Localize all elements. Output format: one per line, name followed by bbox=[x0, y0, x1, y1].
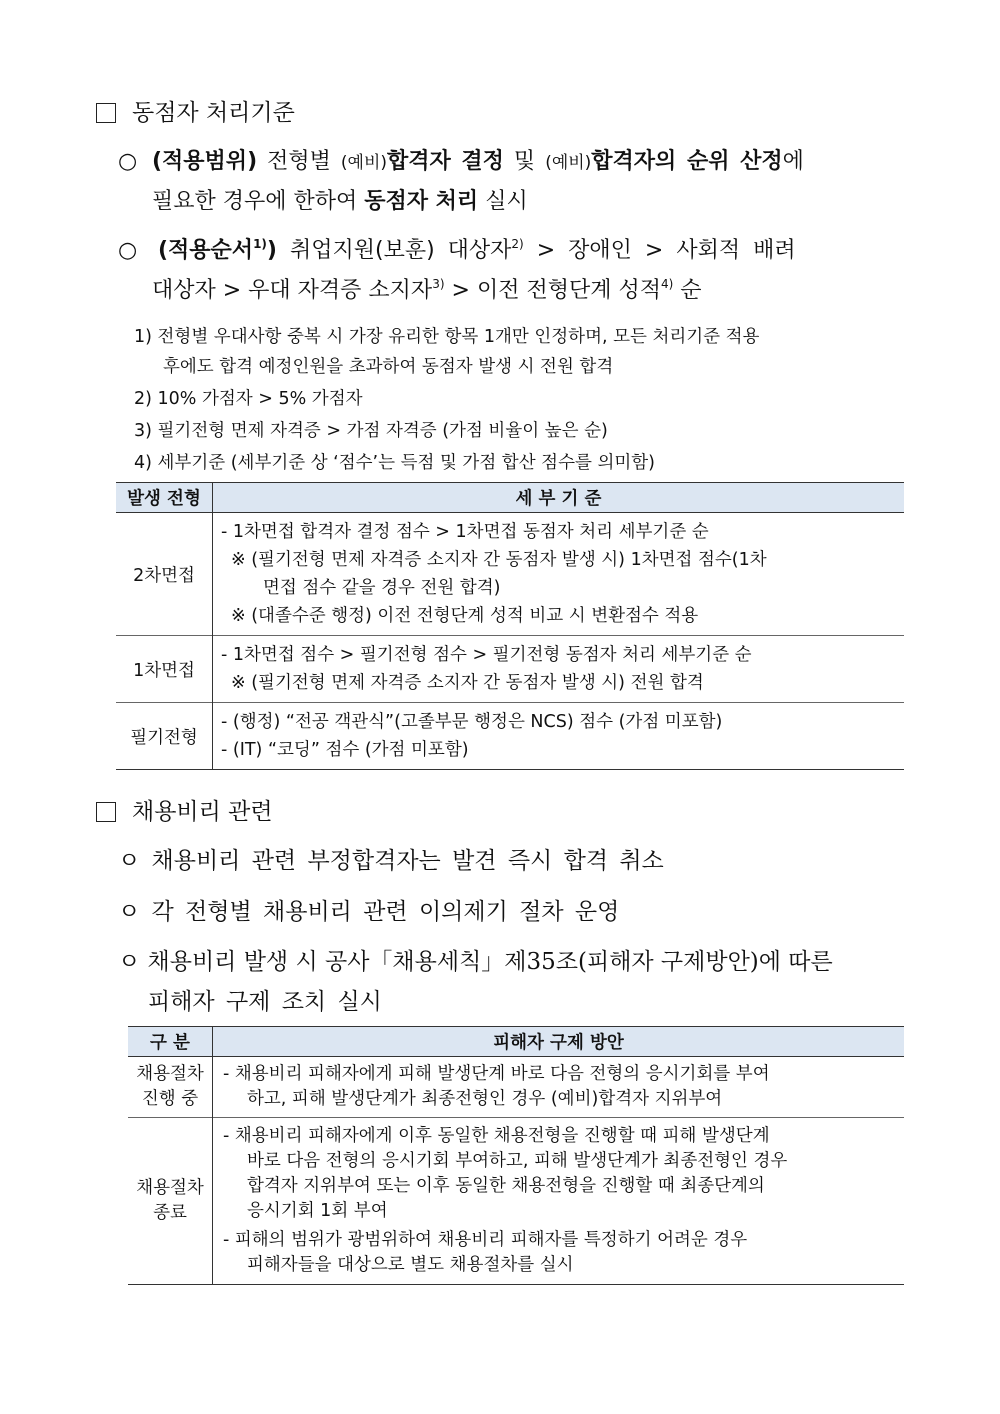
table-row bbox=[116, 703, 904, 770]
bullet-circle-icon: ○ bbox=[118, 149, 138, 174]
scope-line-2: 필요한 경우에 한하여 동점자 처리 실시 bbox=[152, 189, 528, 214]
table-row bbox=[128, 1057, 904, 1118]
category-cell: 채용절차 종료 bbox=[128, 1118, 213, 1285]
table-header-category: 구 분 bbox=[128, 1027, 213, 1057]
footnote-1: 1) 전형별 우대사항 중복 시 가장 유리한 항목 1개만 인정하며, 모든 처리기준 적용 bbox=[134, 327, 760, 347]
category-cell: 채용절차 진행 중 bbox=[128, 1057, 213, 1118]
scope-label: (적용범위) bbox=[152, 149, 258, 174]
stage-cell: 1차면접 bbox=[116, 636, 213, 703]
victim-relief-table bbox=[128, 1026, 904, 1285]
stage-cell: 필기전형 bbox=[116, 703, 213, 770]
fraud-bullet-1: ㅇ 채용비리 관련 부정합격자는 발견 즉시 합격 취소 bbox=[118, 848, 664, 874]
table-row bbox=[128, 1118, 904, 1285]
fraud-bullet-3: ㅇ 채용비리 발생 시 공사「채용세칙」제35조(피해자 구제방안)에 따른 bbox=[118, 949, 833, 975]
tie-rules-table bbox=[116, 482, 904, 770]
table-header-stage: 발생 전형 bbox=[116, 483, 213, 513]
square-bullet-icon bbox=[96, 103, 116, 123]
table-header-criteria: 세 부 기 준 bbox=[213, 483, 905, 513]
section-heading-hiring-fraud bbox=[96, 797, 273, 827]
footnote-3: 3) 필기전형 면제 자격증 > 가점 자격증 (가점 비율이 높은 순) bbox=[134, 421, 608, 441]
table-header-relief: 피해자 구제 방안 bbox=[213, 1027, 905, 1057]
footnote-4: 4) 세부기준 (세부기준 상 ‘점수’는 득점 및 가점 합산 점수를 의미함) bbox=[134, 453, 655, 473]
scope-line-1: (적용범위) 전형별 (예비)합격자 결정 및 (예비)합격자의 순위 산정에 bbox=[152, 149, 804, 174]
order-line-1: (적용순서$^{1)}$) 취업지원(보훈) 대상자$^{2)}$ > 장애인 > 사회적 배려 bbox=[158, 237, 796, 263]
table-row bbox=[116, 513, 904, 636]
order-label: (적용순서$^{1)}$) bbox=[158, 237, 277, 263]
criteria-cell: - 1차면접 합격자 결정 점수 > 1차면접 동점자 처리 세부기준 순 ※ (필기전형 면제 자격증 소지자 간 동점자 발생 시) 1차면접 점수(1차 면접 점수 같을 경우 전원 합격) ※ (대졸수준 행정) 이전 전형단계 성적 비교 시 변환점수 적용 bbox=[221, 522, 767, 626]
bullet-circle-icon: ○ bbox=[118, 238, 138, 263]
criteria-cell: - 1차면접 점수 > 필기전형 점수 > 필기전형 동점자 처리 세부기준 순 ※ (필기전형 면제 자격증 소지자 간 동점자 발생 시) 전원 합격 bbox=[221, 645, 752, 693]
table-row bbox=[116, 636, 904, 703]
order-line-2: 대상자 > 우대 자격증 소지자$^{3)}$ > 이전 전형단계 성적$^{4)}$ 순 bbox=[152, 277, 702, 303]
stage-cell: 2차면접 bbox=[116, 513, 213, 636]
section-title: 채용비리 관련 bbox=[132, 799, 273, 825]
relief-cell: - 채용비리 피해자에게 이후 동일한 채용전형을 진행할 때 피해 발생단계 바로 다음 전형의 응시기회 부여하고, 피해 발생단계가 최종전형인 경우 합격자 지위부여 또는 이후 동일한 채용전형을 진행할 때 최종단계의 응시기회 1회 부여 - 피해의 범위가 광범위하여 채용비리 피해자를 특정하기 어려운 경우 피해자들을 대상으로 별도 채용절차를 실시 bbox=[223, 1126, 788, 1275]
footnote-2: 2) 10% 가점자 > 5% 가점자 bbox=[134, 389, 363, 409]
square-bullet-icon bbox=[96, 802, 116, 822]
section-heading-tie-rules bbox=[96, 98, 295, 128]
footnote-1-cont: 후에도 합격 예정인원을 초과하여 동점자 발생 시 전원 합격 bbox=[163, 357, 614, 377]
fraud-bullet-2: ㅇ 각 전형별 채용비리 관련 이의제기 절차 운영 bbox=[118, 899, 620, 925]
fraud-bullet-3-cont: 피해자 구제 조치 실시 bbox=[148, 989, 382, 1015]
criteria-cell: - (행정) “전공 객관식”(고졸부문 행정은 NCS) 점수 (가점 미포함) - (IT) “코딩” 점수 (가점 미포함) bbox=[221, 712, 723, 760]
section-title: 동점자 처리기준 bbox=[132, 100, 295, 126]
relief-cell: - 채용비리 피해자에게 피해 발생단계 바로 다음 전형의 응시기회를 부여 하고, 피해 발생단계가 최종전형인 경우 (예비)합격자 지위부여 bbox=[223, 1064, 770, 1109]
